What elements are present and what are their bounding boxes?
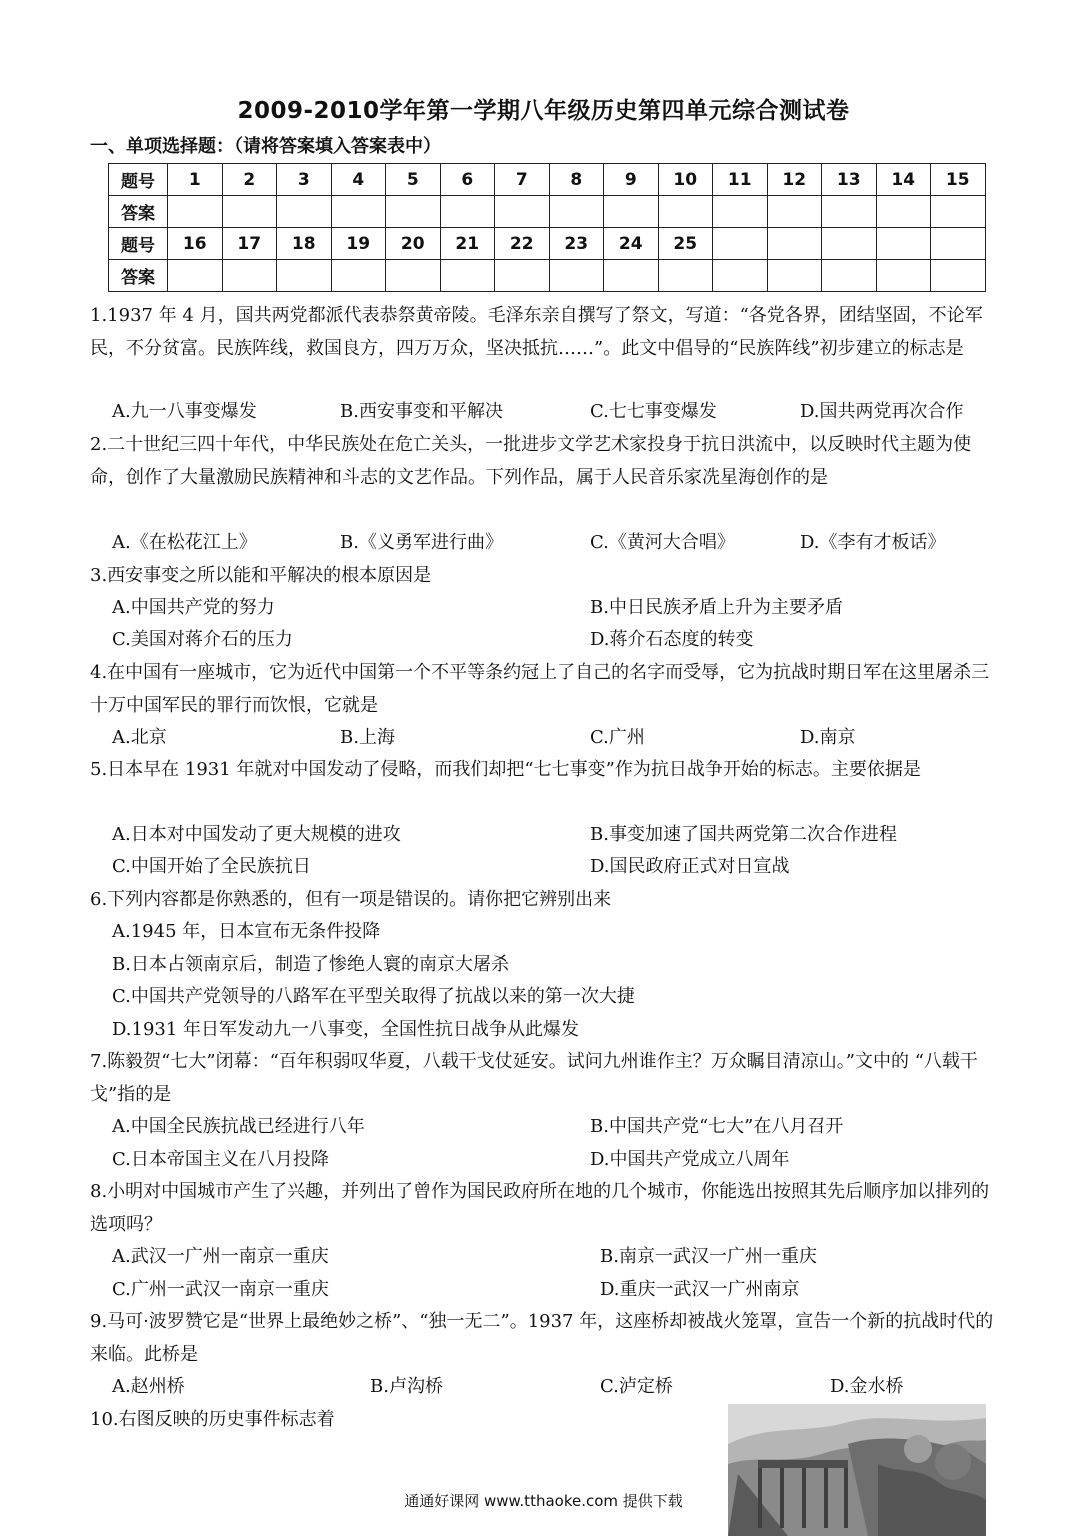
answer-table (108, 163, 986, 292)
table-row (109, 164, 986, 196)
table-row (109, 260, 986, 292)
question-number-cell: 4 (331, 164, 386, 196)
option-a: A.北京 (112, 727, 167, 748)
option-a: A.武汉一广州一南京一重庆 (112, 1246, 329, 1267)
answer-cell[interactable] (876, 260, 931, 292)
question-1-options (112, 396, 1002, 428)
option-d: D.国民政府正式对日宣战 (590, 856, 790, 877)
answer-cell[interactable] (168, 196, 223, 228)
answer-cell[interactable] (277, 196, 332, 228)
option-d: D.1931 年日军发动九一八事变，全国性抗日战争从此爆发 (112, 1019, 580, 1040)
option-d: D.重庆一武汉一广州南京 (600, 1279, 800, 1300)
question-number-cell: 20 (386, 228, 441, 260)
answer-cell[interactable] (549, 196, 604, 228)
option-b: B.中日民族矛盾上升为主要矛盾 (590, 597, 843, 618)
option-c: C.中国共产党领导的八路军在平型关取得了抗战以来的第一次大捷 (112, 986, 635, 1007)
answer-cell[interactable] (549, 260, 604, 292)
answer-cell[interactable] (604, 196, 659, 228)
option-d: D.国共两党再次合作 (800, 401, 964, 422)
question-number-cell: 22 (495, 228, 550, 260)
answer-cell[interactable] (386, 196, 441, 228)
answer-cell[interactable] (331, 260, 386, 292)
question-number-cell: 24 (604, 228, 659, 260)
option-c: C.泸定桥 (600, 1376, 673, 1397)
question-number-cell: 15 (931, 164, 986, 196)
row-header: 答案 (109, 260, 168, 292)
question-3-stem: 3.西安事变之所以能和平解决的根本原因是 (90, 565, 432, 586)
option-c: C.美国对蒋介石的压力 (112, 629, 293, 650)
table-row (109, 196, 986, 228)
question-7-stem: 7.陈毅贺“七大”闭幕：“百年积弱叹华夏，八载干戈仗延安。试问九州谁作主？万众瞩目清凉山。”文中的 “八载干戈”指的是 (90, 1051, 978, 1105)
section-heading: 一、单项选择题：（请将答案填入答案表中） (90, 136, 441, 157)
question-number-cell: 8 (549, 164, 604, 196)
question-number-cell: 11 (713, 164, 768, 196)
option-a: A.日本对中国发动了更大规模的进攻 (112, 824, 401, 845)
option-a: A.九一八事变爆发 (112, 401, 257, 422)
answer-cell[interactable] (277, 260, 332, 292)
question-number-cell: 10 (658, 164, 713, 196)
option-a: A.中国全民族抗战已经进行八年 (112, 1116, 365, 1137)
question-number-cell: 3 (277, 164, 332, 196)
question-number-cell: 14 (876, 164, 931, 196)
question-number-cell: 16 (168, 228, 223, 260)
question-8-stem: 8.小明对中国城市产生了兴趣，并列出了曾作为国民政府所在地的几个城市，你能选出按照其先后顺序加以排列的选项吗？ (90, 1181, 990, 1235)
question-1-stem: 1.1937 年 4 月，国共两党都派代表恭祭黄帝陵。毛泽东亲自撰写了祭文，写道：“各党各界，团结坚固，不论军民，不分贫富。民族阵线，救国良方，四万万众，坚决抵抗……”。此文中倡导的“民族阵线”初步建立的标志是 (90, 305, 983, 359)
answer-cell[interactable] (876, 196, 931, 228)
answer-cell[interactable] (222, 196, 277, 228)
question-number-cell (822, 228, 877, 260)
table-row (109, 228, 986, 260)
question-number-cell (876, 228, 931, 260)
answer-cell[interactable] (440, 260, 495, 292)
historical-photo-image (728, 1404, 986, 1536)
question-4-options (112, 722, 1002, 754)
answer-cell[interactable] (331, 196, 386, 228)
option-c: C.《黄河大合唱》 (590, 532, 735, 553)
option-d: D.蒋介石态度的转变 (590, 629, 754, 650)
answer-cell[interactable] (222, 260, 277, 292)
question-number-cell: 13 (822, 164, 877, 196)
option-c: C.广州 (590, 727, 645, 748)
question-number-cell (931, 228, 986, 260)
answer-cell[interactable] (495, 260, 550, 292)
answer-cell[interactable] (931, 196, 986, 228)
option-a: A.赵州桥 (112, 1376, 185, 1397)
row-header: 题号 (109, 164, 168, 196)
question-9-stem: 9.马可·波罗赞它是“世界上最绝妙之桥”、“独一无二”。1937 年，这座桥却被战火笼罩，宣告一个新的抗战时代的来临。此桥是 (90, 1311, 994, 1365)
option-d: D.南京 (800, 727, 856, 748)
question-number-cell: 6 (440, 164, 495, 196)
question-number-cell: 17 (222, 228, 277, 260)
answer-cell[interactable] (604, 260, 659, 292)
question-number-cell: 7 (495, 164, 550, 196)
option-b: B.上海 (340, 727, 395, 748)
answer-cell[interactable] (440, 196, 495, 228)
answer-cell[interactable] (822, 196, 877, 228)
option-b: B.日本占领南京后，制造了惨绝人寰的南京大屠杀 (112, 954, 509, 975)
question-5-stem: 5.日本早在 1931 年就对中国发动了侵略，而我们却把“七七事变”作为抗日战争开始的标志。主要依据是 (90, 759, 921, 780)
option-b: B.事变加速了国共两党第二次合作进程 (590, 824, 897, 845)
question-number-cell: 18 (277, 228, 332, 260)
option-d: D.《李有才板话》 (800, 532, 946, 553)
question-10-stem: 10.右图反映的历史事件标志着 (90, 1409, 335, 1430)
answer-cell[interactable] (495, 196, 550, 228)
question-number-cell (767, 228, 822, 260)
option-d: D.中国共产党成立八周年 (590, 1149, 790, 1170)
row-header: 答案 (109, 196, 168, 228)
question-9-options (112, 1371, 1002, 1403)
question-number-cell (713, 228, 768, 260)
answer-cell[interactable] (767, 196, 822, 228)
answer-cell[interactable] (658, 260, 713, 292)
question-6-stem: 6.下列内容都是你熟悉的，但有一项是错误的。请你把它辨别出来 (90, 889, 612, 910)
answer-cell[interactable] (713, 260, 768, 292)
option-d: D.金水桥 (830, 1376, 904, 1397)
answer-cell[interactable] (767, 260, 822, 292)
option-b: B.卢沟桥 (370, 1376, 443, 1397)
question-2-stem: 2.二十世纪三四十年代，中华民族处在危亡关头，一批进步文学艺术家投身于抗日洪流中，以反映时代主题为使命，创作了大量激励民族精神和斗志的文艺作品。下列作品，属于人民音乐家冼星海创作的是 (90, 434, 972, 488)
option-b: B.中国共产党“七大”在八月召开 (590, 1116, 844, 1137)
question-number-cell: 1 (168, 164, 223, 196)
answer-cell[interactable] (168, 260, 223, 292)
option-c: C.广州一武汉一南京一重庆 (112, 1279, 329, 1300)
question-number-cell: 5 (386, 164, 441, 196)
question-4-stem: 4.在中国有一座城市，它为近代中国第一个不平等条约冠上了自己的名字而受辱，它为抗战时期日军在这里屠杀三十万中国军民的罪行而饮恨，它就是 (90, 662, 990, 716)
historical-photo (728, 1404, 986, 1536)
answer-cell[interactable] (713, 196, 768, 228)
answer-cell[interactable] (658, 196, 713, 228)
exam-title: 2009-2010学年第一学期八年级历史第四单元综合测试卷 (237, 98, 850, 124)
option-c: C.中国开始了全民族抗日 (112, 856, 311, 877)
question-number-cell: 9 (604, 164, 659, 196)
option-a: A.中国共产党的努力 (112, 597, 275, 618)
option-b: B.南京一武汉一广州一重庆 (600, 1246, 817, 1267)
answer-cell[interactable] (386, 260, 441, 292)
page-footer: 通通好课网 www.tthaoke.com 提供下载 (404, 1492, 683, 1510)
question-number-cell: 2 (222, 164, 277, 196)
option-c: C.日本帝国主义在八月投降 (112, 1149, 329, 1170)
question-number-cell: 21 (440, 228, 495, 260)
option-a: A.1945 年，日本宣布无条件投降 (112, 921, 381, 942)
question-number-cell: 12 (767, 164, 822, 196)
answer-cell[interactable] (822, 260, 877, 292)
option-b: B.《义勇军进行曲》 (340, 532, 503, 553)
option-a: A.《在松花江上》 (112, 532, 257, 553)
row-header: 题号 (109, 228, 168, 260)
question-number-cell: 19 (331, 228, 386, 260)
answer-cell[interactable] (931, 260, 986, 292)
question-number-cell: 25 (658, 228, 713, 260)
option-b: B.西安事变和平解决 (340, 401, 503, 422)
question-number-cell: 23 (549, 228, 604, 260)
question-2-options (112, 527, 1002, 559)
option-c: C.七七事变爆发 (590, 401, 717, 422)
